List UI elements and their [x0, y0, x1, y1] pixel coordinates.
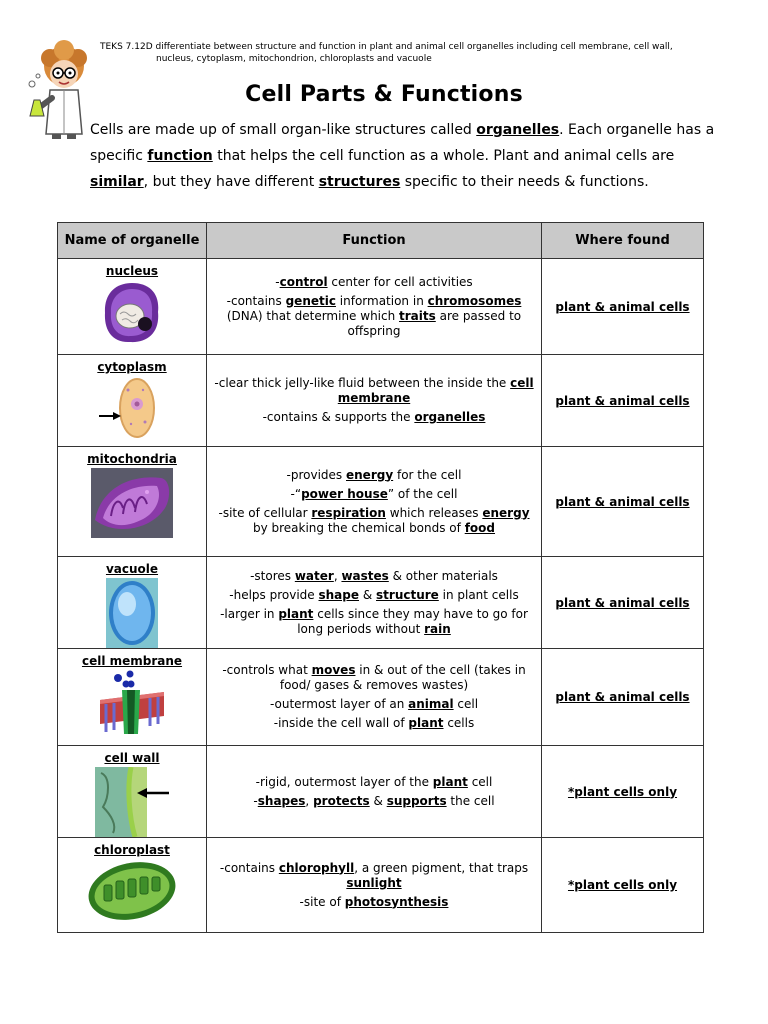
- table-row: [58, 447, 704, 557]
- teks-line-1: TEKS 7.12D differentiate between structure and function in plant and animal cell organelles including cell membrane, cell wall,: [100, 42, 673, 52]
- organelle-name: vacuole: [105, 562, 159, 576]
- table-row: [58, 838, 704, 933]
- nucleus-icon: [100, 280, 164, 346]
- where-found-cell: plant & animal cells: [542, 259, 704, 355]
- organelle-cell: [58, 649, 207, 746]
- function-cell: -control center for cell activities -contains genetic information in chromosomes (DNA) that determine which traits are passed to offspring: [207, 259, 542, 355]
- cell-wall-icon: [91, 767, 173, 837]
- function-cell: -provides energy for the cell -“power house” of the cell -site of cellular respiration which releases energy by breaking the chemical bonds of food: [207, 447, 542, 557]
- function-cell: -controls what moves in & out of the cell (takes in food/ gases & removes wastes) -outermost layer of an animal cell -inside the cell wall of plant cells: [207, 649, 542, 746]
- mitochondria-icon: [91, 468, 173, 538]
- where-found-cell: *plant cells only: [542, 838, 704, 933]
- teks-line-2: nucleus, cytoplasm, mitochondrion, chloroplasts and vacuole: [156, 54, 432, 64]
- organelle-name: mitochondria: [87, 452, 177, 466]
- vacuole-icon: [106, 578, 158, 648]
- where-found-cell: plant & animal cells: [542, 355, 704, 447]
- cytoplasm-icon: [97, 376, 167, 440]
- organelle-cell: [58, 447, 207, 557]
- page-title: Cell Parts & Functions: [245, 82, 523, 107]
- where-found-cell: *plant cells only: [542, 746, 704, 838]
- header-name: Name of organelle: [58, 223, 207, 259]
- cell-membrane-icon: [96, 670, 168, 740]
- organelle-cell: [58, 557, 207, 649]
- header-function: Function: [207, 223, 542, 259]
- function-cell: -stores water, wastes & other materials -helps provide shape & structure in plant cells -larger in plant cells since they may have to go for long periods without rain: [207, 557, 542, 649]
- organelle-name: chloroplast: [94, 843, 170, 857]
- table-row: [58, 355, 704, 447]
- organelle-name: cytoplasm: [97, 360, 167, 374]
- where-found-cell: plant & animal cells: [542, 649, 704, 746]
- chloroplast-icon: [86, 859, 178, 923]
- where-found-cell: plant & animal cells: [542, 557, 704, 649]
- organelle-cell: [58, 838, 207, 933]
- table-row: [58, 259, 704, 355]
- organelle-cell: [58, 259, 207, 355]
- where-found-cell: plant & animal cells: [542, 447, 704, 557]
- organelle-table: [57, 222, 704, 933]
- function-cell: -rigid, outermost layer of the plant cell -shapes, protects & supports the cell: [207, 746, 542, 838]
- function-cell: -clear thick jelly-like fluid between the inside the cell membrane -contains & supports the organelles: [207, 355, 542, 447]
- table-row: [58, 649, 704, 746]
- function-cell: -contains chlorophyll, a green pigment, that traps sunlight -site of photosynthesis: [207, 838, 542, 933]
- organelle-name: cell wall: [104, 751, 160, 765]
- table-row: [58, 557, 704, 649]
- organelle-name: nucleus: [105, 264, 159, 278]
- table-row: [58, 746, 704, 838]
- organelle-cell: [58, 355, 207, 447]
- header-where: Where found: [542, 223, 704, 259]
- intro-paragraph: Cells are made up of small organ-like structures called organelles. Each organelle has a specific function that helps the cell function as a whole. Plant and animal cells are similar, but they have different structures specific to their needs & functions.: [90, 122, 715, 190]
- organelle-cell: [58, 746, 207, 838]
- table-header-row: [58, 223, 704, 259]
- teks-standard: [100, 41, 740, 65]
- organelle-name: cell membrane: [81, 654, 183, 668]
